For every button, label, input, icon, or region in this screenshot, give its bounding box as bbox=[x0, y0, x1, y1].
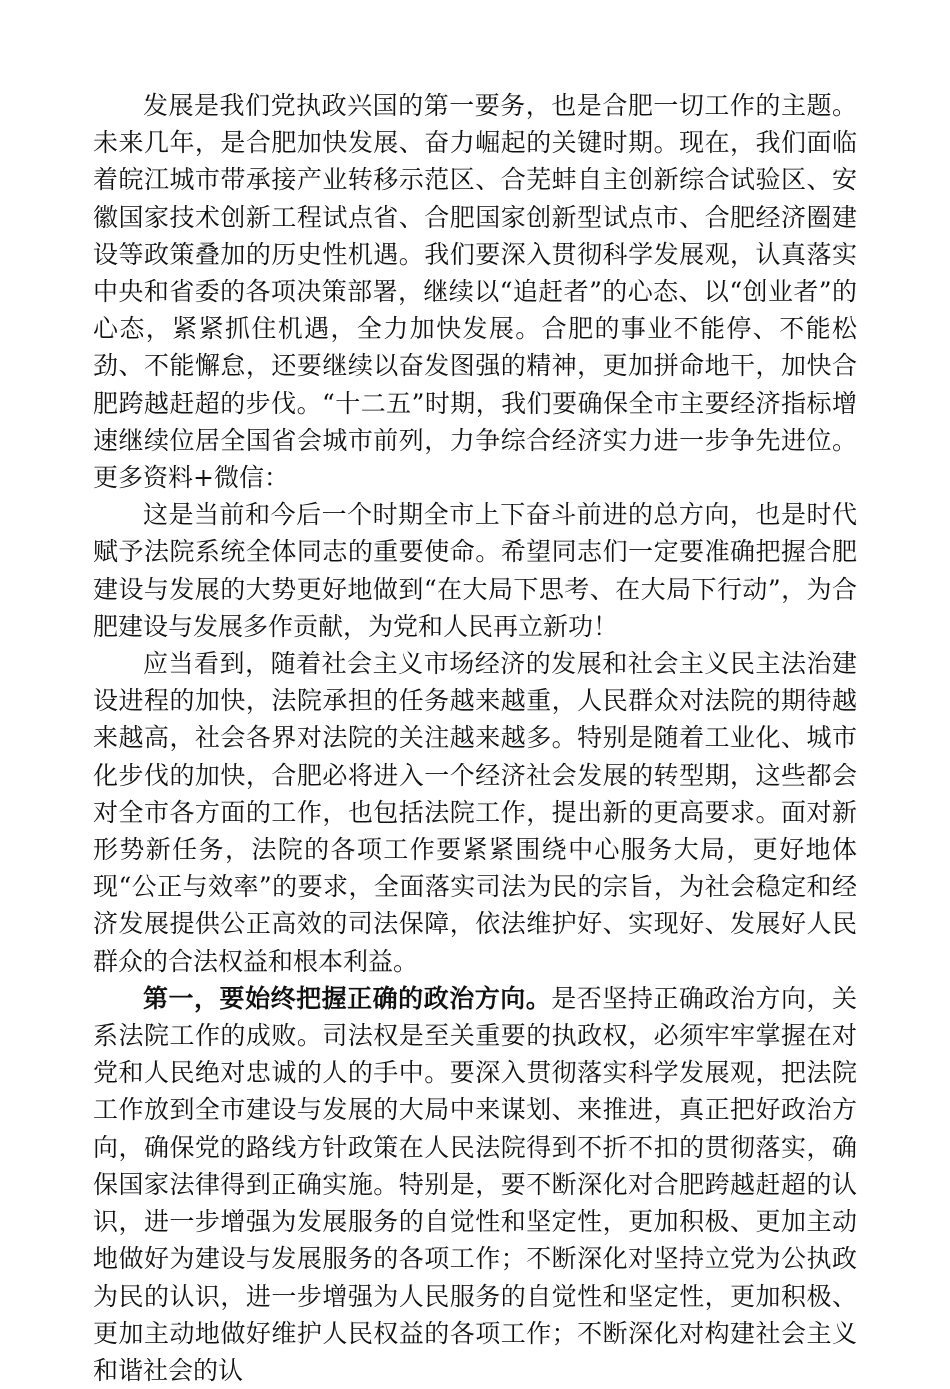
paragraph-text: 应当看到，随着社会主义市场经济的发展和社会主义民主法治建设进程的加快，法院承担的任务越来越重，人民群众对法院的期待越来越高，社会各界对法院的关注越来越多。特别是随着工业化、城市化步伐的加快，合肥必将进入一个经济社会发展的转型期，这些都会对全市各方面的工作，也包括法院工作，提出新的更高要求。面对新形势新任务，法院的各项工作要紧紧围绕中心服务大局，更好地体现“公正与效率”的要求，全面落实司法为民的宗旨，为社会稳定和经济发展提供公正高效的司法保障，依法维护好、实现好、发展好人民群众的合法权益和根本利益。 bbox=[93, 649, 857, 976]
paragraph-text: 是否坚持正确政治方向，关系法院工作的成败。司法权是至关重要的执政权，必须牢牢掌握在对党和人民绝对忠诚的人的手中。要深入贯彻落实科学发展观，把法院工作放到全市建设与发展的大局中来谋划、来推进，真正把好政治方向，确保党的路线方针政策在人民法院得到不折不扣的贯彻落实，确保国家法律得到正确实施。特别是，要不断深化对合肥跨越赶超的认识，进一步增强为发展服务的自觉性和坚定性，更加积极、更加主动地做好为建设与发展服务的各项工作；不断深化对坚持立党为公执政为民的认识，进一步增强为人民服务的自觉性和坚定性，更加积极、更加主动地做好维护人民权益的各项工作；不断深化对构建社会主义和谐社会的认 bbox=[93, 983, 857, 1385]
paragraph-text: 发展是我们党执政兴国的第一要务，也是合肥一切工作的主题。未来几年，是合肥加快发展、奋力崛起的关键时期。现在，我们面临着皖江城市带承接产业转移示范区、合芜蚌自主创新综合试验区、安徽国家技术创新工程试点省、合肥国家创新型试点市、合肥经济圈建设等政策叠加的历史性机遇。我们要深入贯彻科学发展观，认真落实中央和省委的各项决策部署，继续以“追赶者”的心态、以“创业者”的心态，紧紧抓住机遇，全力加快发展。合肥的事业不能停、不能松劲、不能懈怠，还要继续以奋发图强的精神，更加拼命地干，加快合肥跨越赶超的步伐。“十二五”时期，我们要确保全市主要经济指标增速继续位居全国省会城市前列，力争综合经济实力进一步争先进位。更多资料+微信： bbox=[93, 91, 857, 493]
paragraph-text: 这是当前和今后一个时期全市上下奋斗前进的总方向，也是时代赋予法院系统全体同志的重要使命。希望同志们一定要准确把握合肥建设与发展的大势更好地做到“在大局下思考、在大局下行动”，为合肥建设与发展多作贡献，为党和人民再立新功！ bbox=[93, 500, 857, 641]
paragraph-court-tasks bbox=[93, 645, 857, 980]
document-body bbox=[93, 87, 857, 1389]
paragraph-overall-direction bbox=[93, 496, 857, 645]
paragraph-political-direction bbox=[93, 980, 857, 1389]
paragraph-development-priority bbox=[93, 87, 857, 496]
paragraph-lead-heading: 第一，要始终把握正确的政治方向。 bbox=[143, 983, 552, 1013]
